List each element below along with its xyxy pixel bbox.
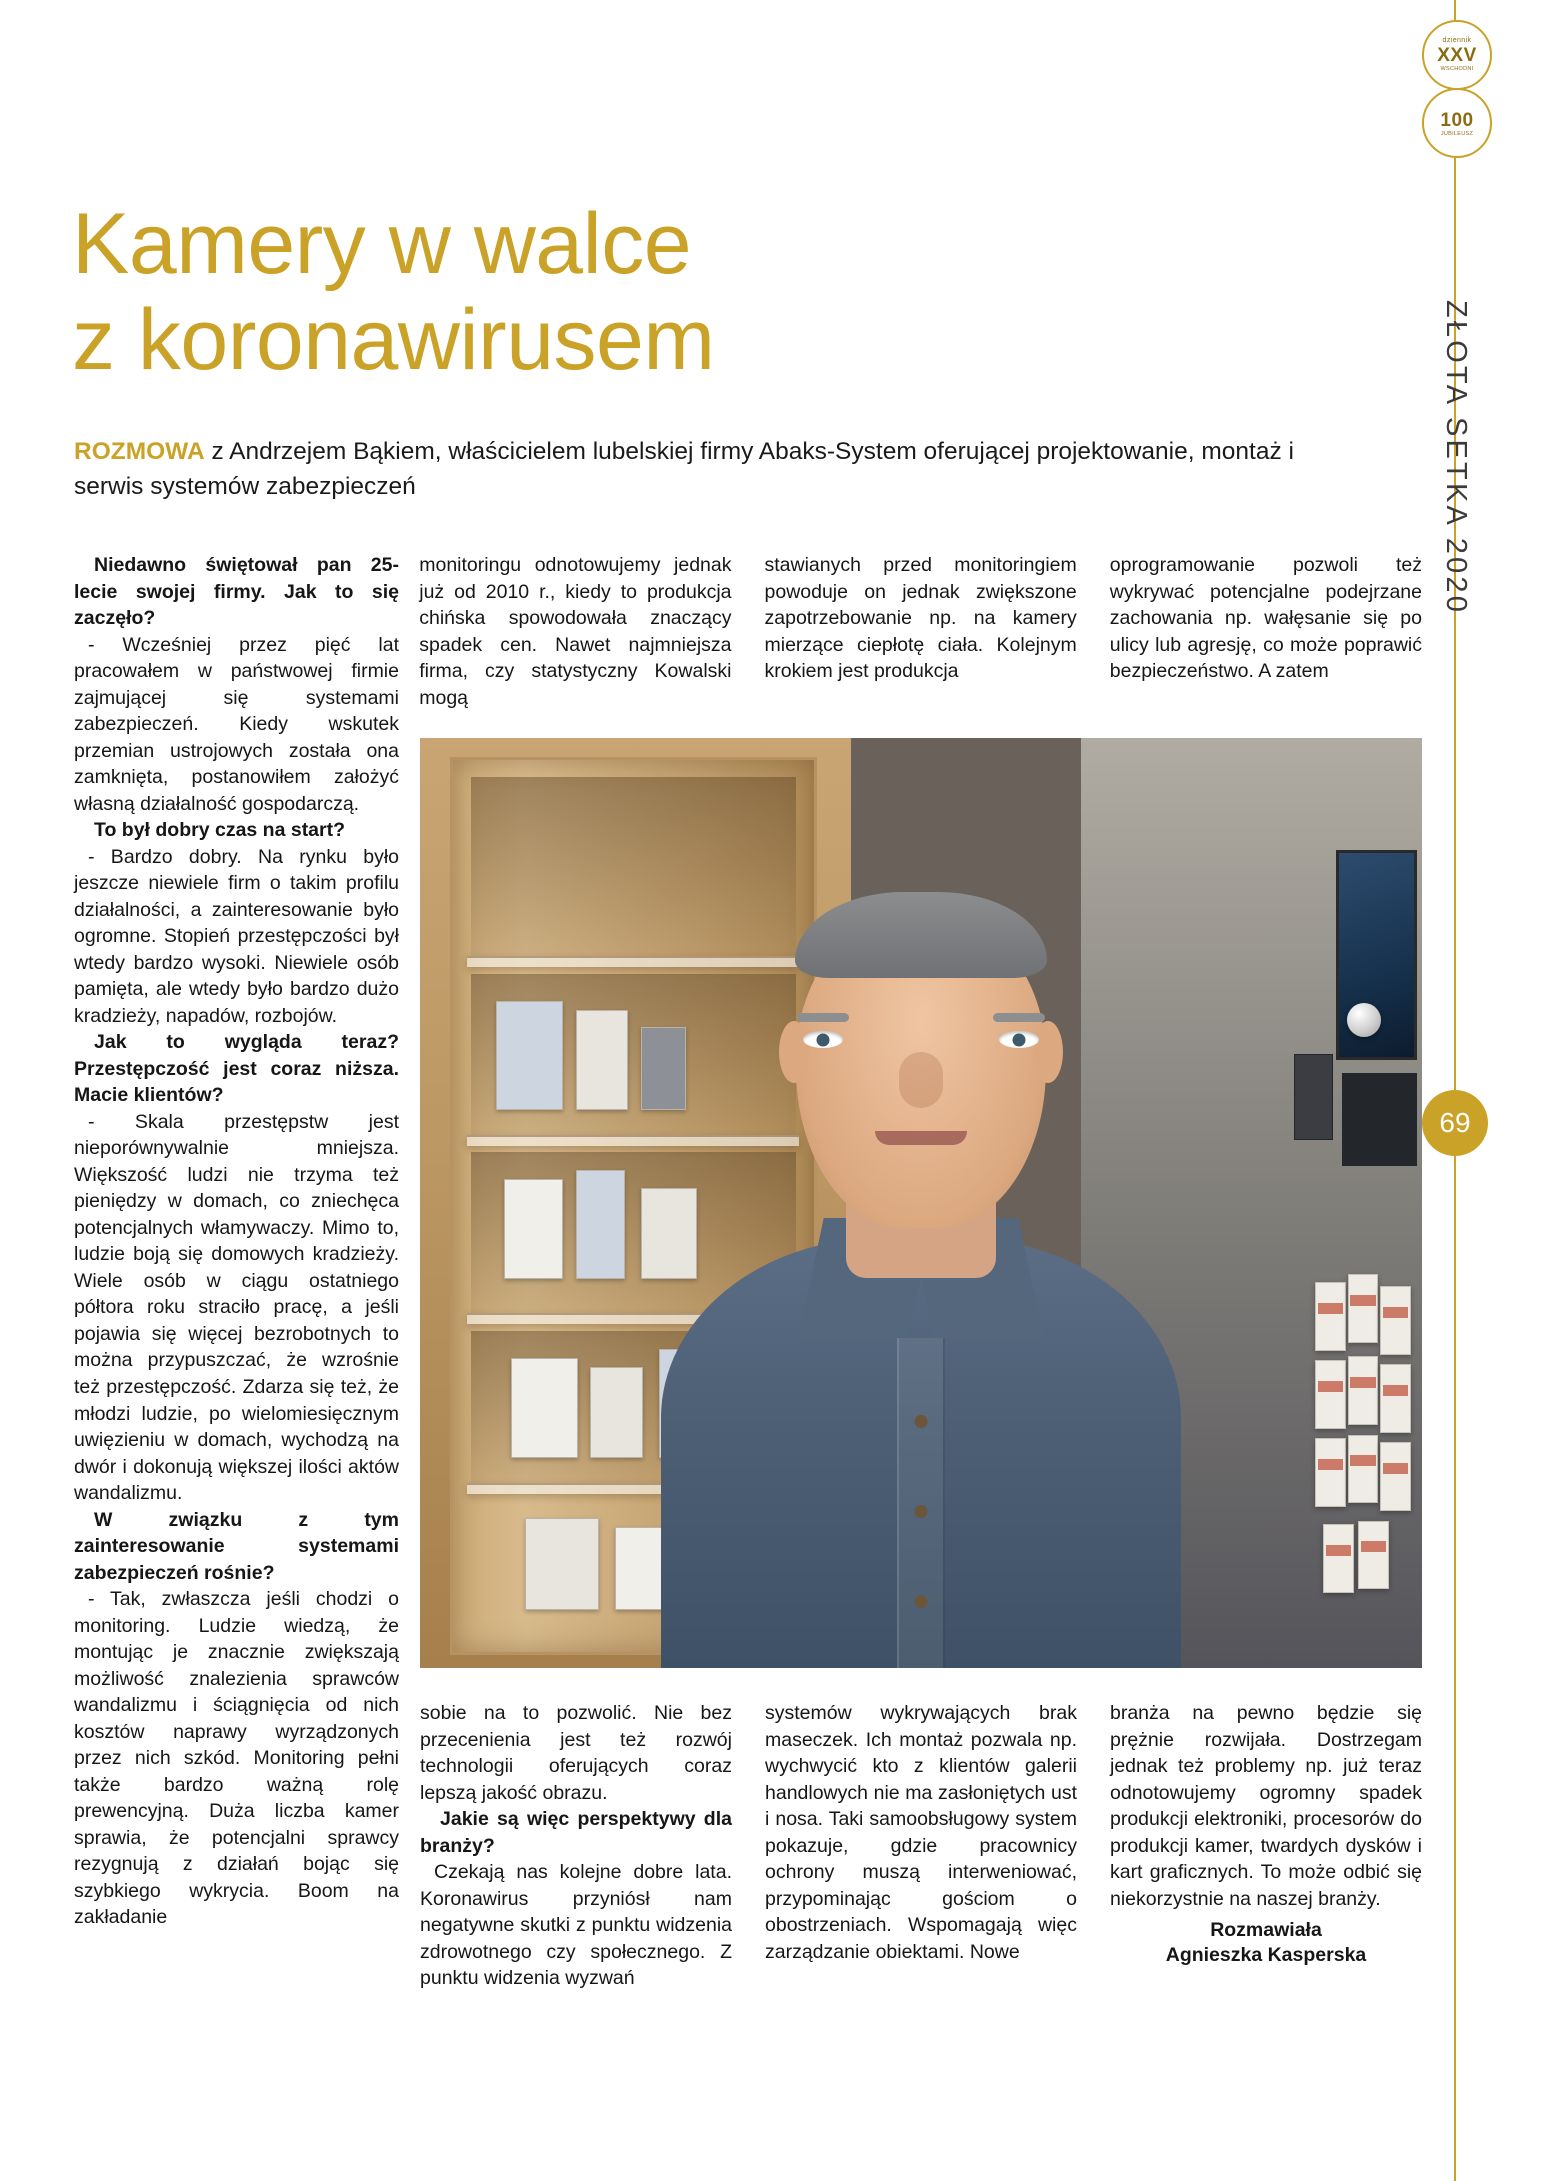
article-bottom-columns (420, 1700, 1422, 1992)
paragraph: monitoringu odnotowujemy jednak już od 2010 r., kiedy to produkcja chińska spowodowała znaczący spadek cen. Nawet najmniejsza firma, czy statystyczny Kowalski mogą (419, 554, 732, 709)
question: To był dobry czas na start? (94, 819, 346, 842)
article-column-4-top (1110, 552, 1422, 711)
headline-line-2: z koronawirusem (72, 291, 715, 388)
photo-shirt-placket (897, 1338, 945, 1668)
page-number-badge: 69 (1422, 1090, 1488, 1156)
answer: - Wcześniej przez pięć lat pracowałem w państwowej firmie zajmującej się systemami zabezpieczeń. Kiedy wskutek przemian ustrojowych została ona zamknięta, postanowiłem założyć własną działalność gospodarczą. (74, 633, 399, 815)
paragraph: oprogramowanie pozwoli też wykrywać potencjalne podejrzane zachowania np. wałęsanie się po ulicy lub agresję, co może poprawić bezpieczeństwo. A zatem (1109, 554, 1422, 683)
lead-paragraph (74, 435, 1314, 505)
article-column-2-top (419, 552, 731, 711)
article-column-1 (74, 552, 399, 1931)
question: Jakie są więc perspektywy dla branży? (420, 1808, 732, 1857)
answer: Czekają nas kolejne dobre lata. Koronawirus przyniósł nam negatywne skutki z punktu widzenia zdrowotnego czy społecznego. Z punktu widzenia wyzwań (420, 1861, 732, 1990)
photo-nose (899, 1052, 943, 1108)
photo-person (661, 943, 1181, 1668)
seal-mid-text: XXV (1437, 45, 1477, 67)
answer: - Bardzo dobry. Na rynku było jeszcze niewiele firm o takim profilu działalności, a zainteresowanie było ogromne. Stopień przestępczości był wtedy bardzo wysoki. Niewiele osób pamięta, ale wtedy było bardzo dużo kradzieży, napadów, rozbojów. (74, 845, 399, 1027)
question: Jak to wygląda teraz? Przestępczość jest coraz niższa. Macie klientów? (74, 1031, 399, 1107)
paragraph: systemów wykrywających brak maseczek. Ich montaż pozwala np. wychwycić kto z klientów galerii handlowych nie ma zasłoniętych ust i nosa. Taki samoobsługowy system pokazuje, gdzie pracownicy ochrony muszą interweniować, przypominając gościom o obostrzeniach. Wspomagają więc zarządzanie obiektami. Nowe (765, 1702, 1077, 1963)
seal-top-text: dziennik (1442, 37, 1472, 45)
photo-ear-right (1033, 1021, 1063, 1083)
article-column-3-bottom (765, 1700, 1077, 1992)
answer: - Tak, zwłaszcza jeśli chodzi o monitoring. Ludzie wiedzą, że montując je znacznie zwiększają możliwość znalezienia sprawców wandalizmu i ściągnięcia od nich kosztów naprawy wyrządzonych przez nich szkód. Monitoring pełni także bardzo ważną rolę prewencyjną. Duża liczba kamer sprawia, że potencjalni sprawcy rezygnują z działań bojąc się szybkiego wykrycia. Boom na zakładanie (74, 1588, 399, 1929)
photo-brow-right (993, 1013, 1045, 1022)
seal-mid-text: 100 (1440, 109, 1474, 131)
paragraph: branża na pewno będzie się prężnie rozwijała. Dostrzegam jednak też problemy np. już teraz odnotowujemy ogromny spadek produkcji elektroniki, procesorów do produkcji kamer, twardych dysków i kart graficznych. To może odbić się niekorzystnie na naszej branży. (1110, 1702, 1422, 1910)
lead-text: z Andrzejem Bąkiem, właścicielem lubelskiej firmy Abaks-System oferującej projektowanie, montaż i serwis systemów zabezpieczeń (74, 438, 1294, 500)
byline-label: Rozmawiała (1210, 1919, 1322, 1942)
photo-ear-left (779, 1021, 809, 1083)
paragraph: sobie na to pozwolić. Nie bez przecenienia jest też rozwój technologii oferujących coraz lepszą jakość obrazu. (420, 1702, 732, 1804)
photo-equipment-box (1294, 1054, 1333, 1140)
lead-kicker: ROZMOWA (74, 438, 205, 465)
section-label: ZŁOTA SETKA 2020 (1440, 300, 1472, 616)
article-column-2-bottom (420, 1700, 732, 1992)
article-photo (420, 738, 1422, 1668)
article-byline (1110, 1918, 1422, 1969)
byline-author: Agnieszka Kasperska (1165, 1944, 1367, 1967)
question: W związku z tym zainteresowanie systemami zabezpieczeń rośnie? (74, 1508, 399, 1584)
anniversary-seal-25-icon (1422, 20, 1492, 90)
question: Niedawno świętował pan 25-lecie swojej firmy. Jak to się zaczęło? (74, 554, 399, 630)
seal-bottom-text: JUBILEUSZ (1440, 130, 1474, 137)
article-top-columns (74, 552, 1422, 711)
anniversary-seal-100-icon (1422, 88, 1492, 158)
article-column-3-top (765, 552, 1077, 711)
answer: - Skala przestępstw jest nieporównywalnie mniejsza. Większość ludzi nie trzyma też pieniędzy w domach, co zniechęca potencjalnych włamywaczy. Mimo to, ludzie boją się domowych kradzieży. Wiele osób w ciągu ostatniego półtora roku straciło pracę, a jeśli pojawia się więcej bezrobotnych to można przypuszczać, że wzrośnie też przestępczość. Zdarza się też, że młodzi ludzie, po wielomiesięcznym uwięzieniu w domach, wychodzą na dwór i dokonują większej ilości aktów wandalizmu. (74, 1110, 399, 1505)
article-column-4-bottom (1110, 1700, 1422, 1992)
page-title (72, 196, 1052, 389)
photo-dome-camera (1347, 1003, 1381, 1037)
photo-brow-left (797, 1013, 849, 1022)
headline-line-1: Kamery w walce (72, 195, 692, 292)
paragraph: stawianych przed monitoringiem powoduje on jednak zwiększone zapotrzebowanie np. na kamery mierzące ciepłotę ciała. Kolejnym krokiem jest produkcja (764, 554, 1077, 683)
photo-person-torso (661, 1238, 1181, 1668)
photo-mouth (875, 1131, 967, 1145)
seal-bottom-text: WSCHODNI (1440, 66, 1474, 73)
right-rail (1386, 0, 1558, 2181)
